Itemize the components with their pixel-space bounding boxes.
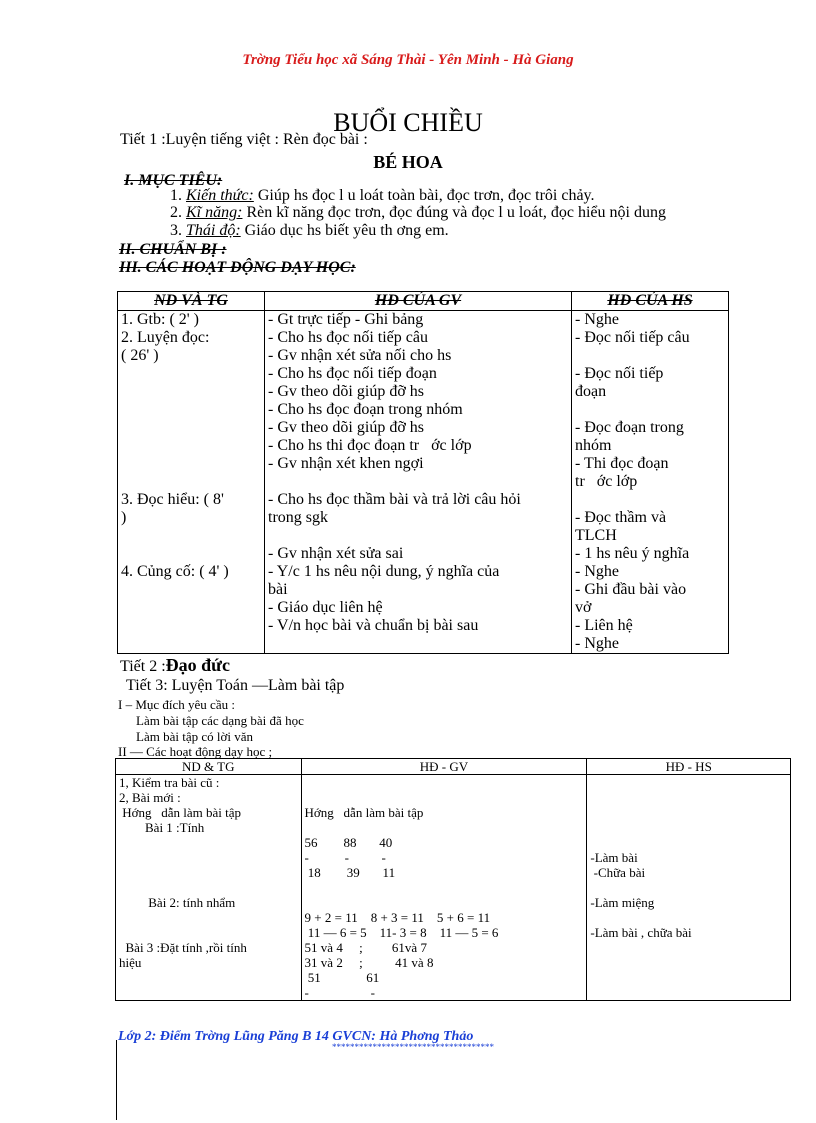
cell-line: 1. Gtb: ( 2' ) [121,311,199,328]
cell-line: -Làm bài [590,850,638,865]
hd-hs-cell [587,775,791,1001]
cell-line [121,473,261,491]
cell-line: -Làm miệng [590,895,655,910]
section-chuan-bi: II. CHUẨN BỊ : [119,241,227,258]
cell-line: - Ghi đầu bài vào [575,581,687,598]
objective-3 [170,222,449,240]
cac-hoat-dong-heading: II — Các hoạt động dạy học ; [118,744,273,759]
cell-line: ( 26' ) [121,347,159,364]
page-title: BUỔI CHIỀU [333,108,483,137]
tiet2-subject: Đạo đức [165,655,230,675]
cell-line [119,865,298,880]
cell-line: vở [575,599,592,616]
cell-line [121,581,261,599]
header-hd-gv: HĐ CỦA GV [265,292,572,311]
cell-line [268,473,568,491]
cell-line [575,491,725,509]
cell-line: - Gt trực tiếp - Ghi bảng [268,311,424,328]
objective-num: 3. [170,222,182,239]
cell-line [119,880,298,895]
tiet1-line: Tiết 1 :Luyện tiếng việt : Rèn đọc bài : [120,131,368,148]
objective-label: Kiến thức: [186,187,254,204]
cell-line: 2. Luyện đọc: [121,329,210,346]
cell-line: 51 và 4 ; 61và 7 [304,940,427,955]
cell-line [575,401,725,419]
cell-line: - Gv nhận xét sửa nối cho hs [268,347,452,364]
cell-line [121,419,261,437]
tiet3-line: Tiết 3: Luyện Toán —Làm bài tập [126,677,345,694]
hd-gv-cell [265,311,572,654]
objective-label: Kĩ năng: [186,204,243,221]
cell-line [305,790,584,805]
cell-line: đoạn [575,383,607,400]
lesson-title: BÉ HOA [373,152,443,172]
cell-line: tr ớc lớp [575,473,638,490]
cell-line: - Cho hs đọc đoạn trong nhóm [268,401,463,418]
cell-line [305,820,584,835]
table-row [118,311,729,654]
footer: Lớp 2: Điểm Trờng Lũng Păng B 14 GVCN: Hà Phơng Thảo [118,1029,474,1044]
footer-stars: ************************************ [332,1042,494,1052]
cell-line [119,835,298,850]
cell-line: - Cho hs đọc nối tiếp câu [268,329,428,346]
cell-line: trong sgk [268,509,328,526]
cell-line [121,401,261,419]
cell-line: - Gv theo dõi giúp đỡ hs [268,419,425,436]
muc-dich-item: Làm bài tập có lời văn [136,729,253,744]
cell-line: 3. Đọc hiểu: ( 8' [121,491,224,508]
cell-line: Bài 2: tính nhẩm [119,895,236,910]
cell-line: 11 — 6 = 5 11- 3 = 8 11 — 5 = 6 [304,925,499,940]
cell-line [590,835,787,850]
cell-line: - Gv theo dõi giúp đỡ hs [268,383,425,400]
objective-num: 2. [170,204,182,221]
objective-2 [170,204,666,222]
cell-line: nhóm [575,437,612,454]
objective-1 [170,187,595,205]
cell-line: - Đọc nối tiếp [575,365,664,382]
cell-line [119,925,298,940]
cell-line: TLCH [575,527,617,544]
cell-line: ) [121,509,127,526]
cell-line [121,599,261,617]
cell-line: Hớng dẫn làm bài tập [304,805,424,820]
header-hd-hs: HĐ CỦA HS [572,292,729,311]
cell-line: 56 88 40 [304,835,393,850]
cell-line [121,383,261,401]
table-header-row [116,759,791,775]
cell-line: bài [268,581,288,598]
cell-line [590,775,787,790]
section-hoat-dong: III. CÁC HOẠT ĐỘNG DẠY HỌC: [119,259,356,276]
objective-text: Giúp hs đọc l u loát toàn bài, đọc trơn, đọc trôi chảy. [253,187,595,204]
cell-line [590,790,787,805]
cell-line: Hớng dẫn làm bài tập [119,805,242,820]
cell-line: - Nghe [575,311,619,328]
muc-dich-item: Làm bài tập các dạng bài đã học [136,713,304,728]
cell-line: - Cho hs thi đọc đoạn tr ớc lớp [268,437,472,454]
objective-text: Giáo dục hs biết yêu th ơng em. [240,222,449,239]
cell-line: 31 và 2 ; 41 và 8 [304,955,434,970]
cell-line: - Cho hs đọc nối tiếp đoạn [268,365,437,382]
cell-line: - Gv nhận xét khen ngợi [268,455,424,472]
cell-line: 2, Bài mới : [119,790,181,805]
section-muc-tieu: I. MỤC TIÊU: [124,172,223,189]
cell-line: - - - [304,850,386,865]
cell-line [121,545,261,563]
table-row [116,775,791,1001]
cell-line: -Làm bài , chữa bài [590,925,692,940]
header-nd-tg: ND VÀ TG [118,292,265,311]
cell-line: - Đọc thầm và [575,509,667,526]
nd-tg-cell [118,311,265,654]
header-hd-gv: HĐ - GV [301,759,587,775]
cell-line [575,347,725,365]
cell-line [121,365,261,383]
margin-line [116,1040,117,1120]
cell-line [590,880,787,895]
cell-line [119,910,298,925]
cell-line: - Y/c 1 hs nêu nội dung, ý nghĩa của [268,563,500,580]
cell-line [590,820,787,835]
cell-line [305,775,584,790]
cell-line [121,437,261,455]
cell-line: - Thi đọc đoạn [575,455,669,472]
cell-line: 18 39 11 [304,865,396,880]
cell-line: - 1 hs nêu ý nghĩa [575,545,690,562]
cell-line: - Đọc nối tiếp câu [575,329,690,346]
objective-text: Rèn kĩ năng đọc trơn, đọc đúng và đọc l u loát, đọc hiểu nội dung [242,204,666,221]
cell-line: - Gv nhận xét sửa sai [268,545,404,562]
cell-line: 1, Kiểm tra bài cũ : [119,775,220,790]
school-header: Trờng Tiểu học xã Sáng Thài - Yên Minh - Hà Giang [242,52,574,68]
cell-line: hiệu [119,955,142,970]
cell-line [590,805,787,820]
cell-line: 4. Củng cố: ( 4' ) [121,563,229,580]
cell-line: - Cho hs đọc thầm bài và trả lời câu hỏi [268,491,521,508]
tiet2-prefix: Tiết 2 : [120,658,166,675]
cell-line: 51 61 [304,970,380,985]
table-header-row [118,292,729,311]
header-hd-hs: HĐ - HS [587,759,791,775]
cell-line [121,527,261,545]
header-nd-tg: ND & TG [116,759,302,775]
cell-line: - Giáo dục liên hệ [268,599,383,616]
lesson-table [117,291,729,654]
nd-tg-cell [116,775,302,1001]
cell-line: Bài 3 :Đặt tính ,rồi tính [119,940,247,955]
cell-line: - V/n học bài và chuẩn bị bài sau [268,617,479,634]
cell-line: - Liên hệ [575,617,633,634]
cell-line: 9 + 2 = 11 8 + 3 = 11 5 + 6 = 11 [304,910,491,925]
cell-line [119,850,298,865]
cell-line: - Nghe [575,635,619,652]
cell-line [305,895,584,910]
cell-line: Bài 1 :Tính [119,820,205,835]
cell-line [305,880,584,895]
math-table [115,758,791,1001]
hd-gv-cell [301,775,587,1001]
cell-line: -Chữa bài [590,865,646,880]
muc-dich-heading: I – Mục đích yêu cầu : [118,697,235,712]
cell-line: - Nghe [575,563,619,580]
tiet2-line [120,655,230,676]
objective-num: 1. [170,187,182,204]
hd-hs-cell [572,311,729,654]
cell-line: - - [304,985,375,1000]
cell-line [590,910,787,925]
objective-label: Thái độ: [186,222,241,239]
cell-line [268,527,568,545]
cell-line [121,455,261,473]
cell-line [121,617,261,635]
cell-line: - Đọc đoạn trong [575,419,684,436]
